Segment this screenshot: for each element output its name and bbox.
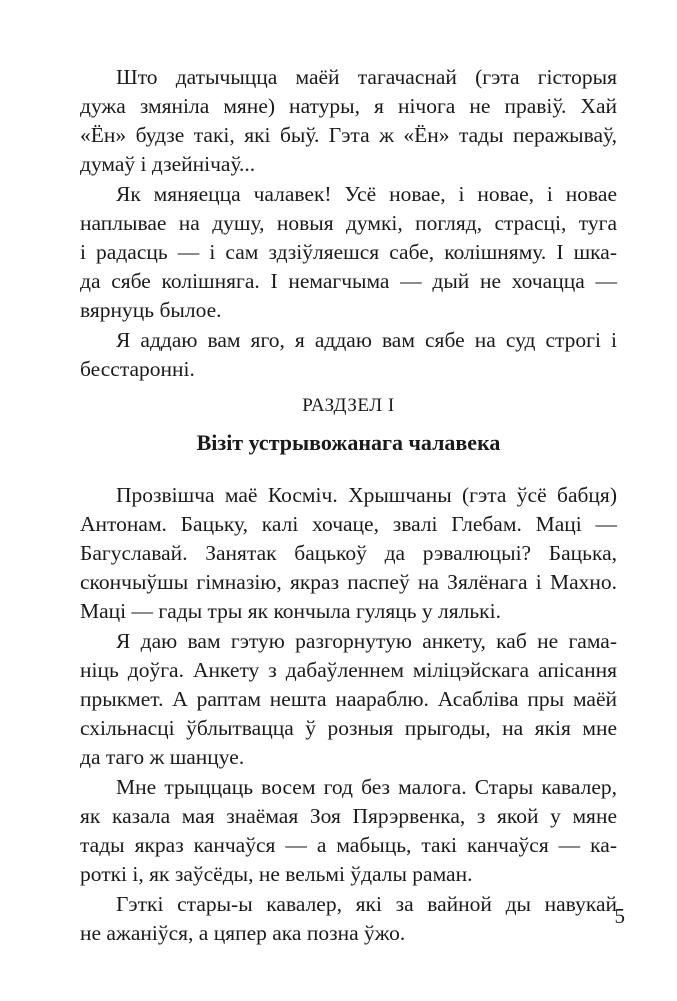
text-line: і радасць — і сам здзіўляешся сабе, колішняму. І шка- [80,240,617,264]
text-line: тады якраз канчаўся — а мабыць, такі канчаўся — ка- [80,833,617,857]
text-line: Што датычыцца маёй тагачаснай (гэта гісторыя [116,65,617,89]
text-line: прыкмет. А раптам нешта наараблю. Асабліва пры маёй [80,687,617,711]
text-line: скончыўшы гімназію, якраз паспеў на Зялёнага і Махно. [80,570,617,594]
text-line: не ажаніўся, а цяпер ака позна ўжо. [80,921,406,945]
text-line: роткі і, як заўсёды, не вельмі ўдалы раман. [80,862,473,886]
text-line: Прозвішча маё Косміч. Хрышчаны (гэта ўсё бабця) [116,483,617,507]
text-line: Як мяняецца чалавек! Усё новае, і новае, і новае [116,182,617,206]
text-line: ніць доўга. Анкету з дабаўленнем міліцэйскага апісання [80,658,617,682]
text-line: да таго ж шанцуе. [80,745,245,769]
text-line: дужа змяніла мяне) натуры, я нічога не правіў. Хай [80,94,617,118]
text-line: вярнуць былое. [80,298,222,322]
page-number: 5 [614,904,625,928]
text-line: наплывае на душу, новыя думкі, погляд, страсці, туга [80,211,617,235]
text-line: схільнасці ўблытвацца ў розныя прыгоды, на якія мне [80,716,617,740]
text-line: Маці — гады тры як кончыла гуляць у лялькі. [80,599,501,623]
text-line: Антонам. Бацьку, калі хочаце, звалі Глебам. Маці — [80,512,617,536]
text-line: думаў і дзейнічаў... [80,152,256,176]
text-line: «Ён» будзе такі, які быў. Гэта ж «Ён» тады перажываў, [80,123,617,147]
text-line: Гэткі стары-ы кавалер, які за вайной ды навукай [116,892,617,916]
text-line: як казала мая знаёмая Зоя Пярэрвенка, з якой у мяне [80,804,617,828]
text-line: да сябе колішняга. І немагчыма — дый не хочацца — [80,269,617,293]
text-line: Багуславай. Занятак бацькоў да рэвалюцыі? Бацька, [80,541,617,565]
chapter-title: Візіт устрывожанага чалавека [196,430,501,455]
text-line: бесстаронні. [80,357,195,381]
section-label: РАЗДЗЕЛ I [302,395,395,416]
text-line: Я аддаю вам яго, я аддаю вам сябе на суд строгі і [116,328,617,352]
text-line: Мне трыццаць восем год без малога. Стары кавалер, [116,775,617,799]
text-line: Я даю вам гэтую разгорнутую анкету, каб не гама- [116,629,617,653]
